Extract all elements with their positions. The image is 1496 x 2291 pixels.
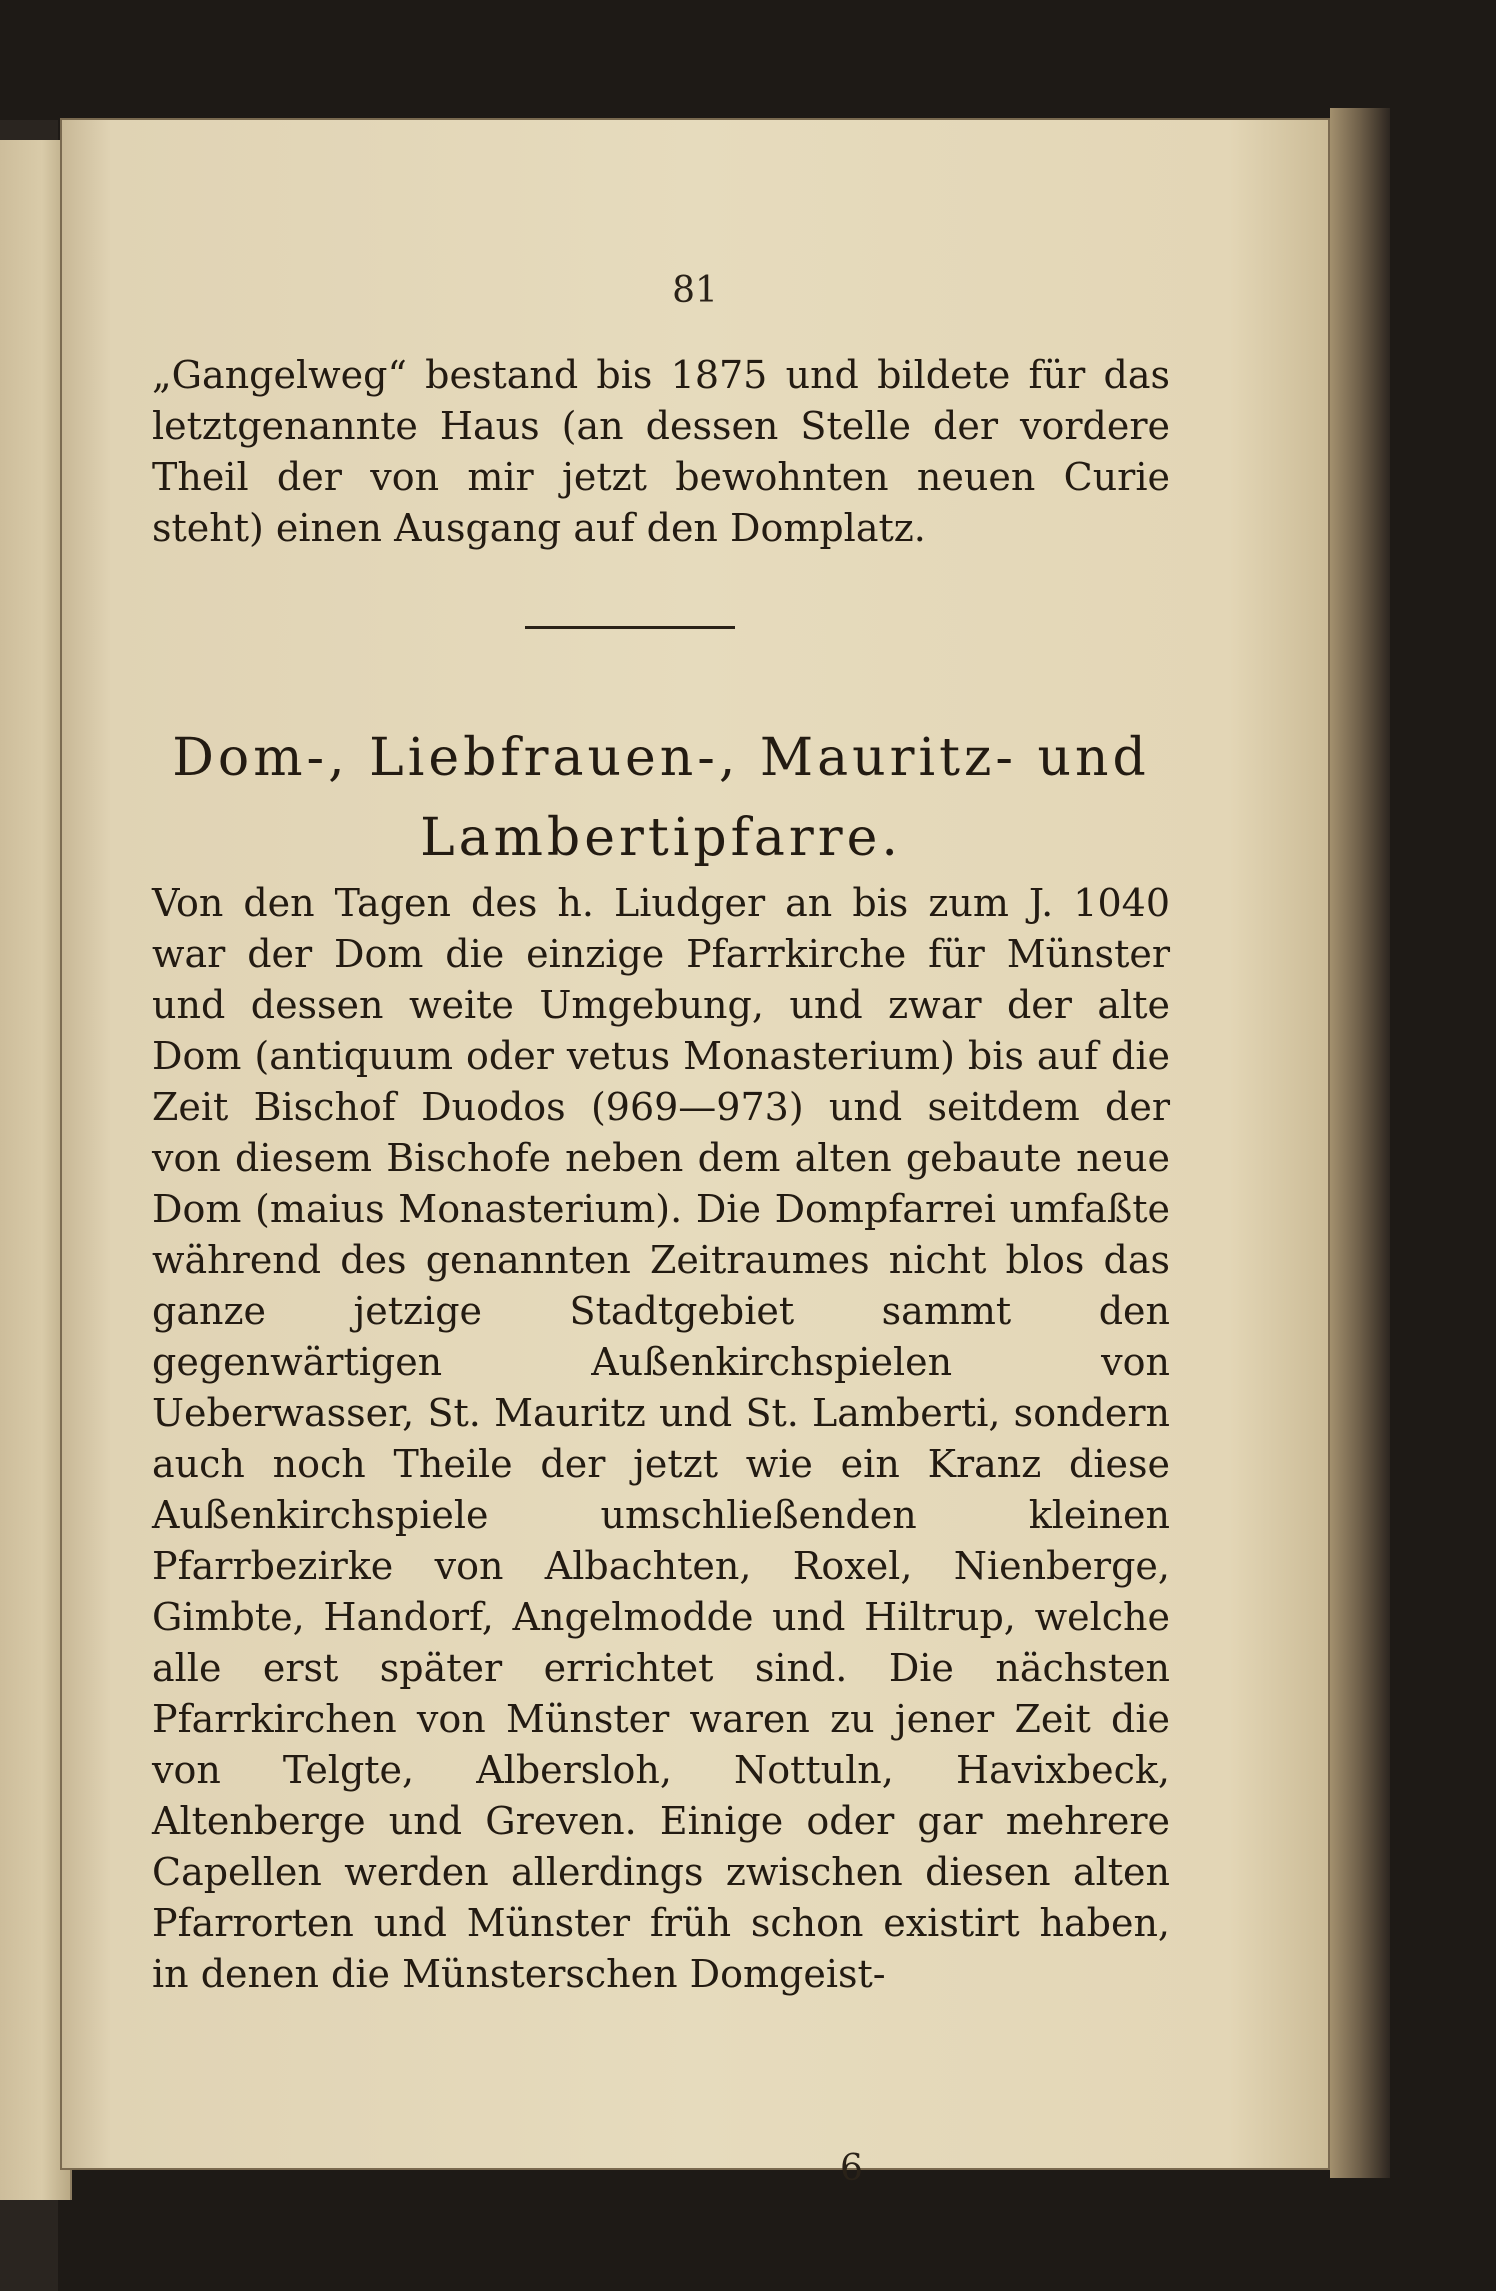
section-divider bbox=[525, 626, 735, 629]
book-page bbox=[60, 118, 1330, 2189]
heading-line-1: Dom-, Liebfrauen-, Mauritz- und bbox=[172, 728, 1150, 788]
section-heading bbox=[152, 718, 1170, 878]
signature-mark: 6 bbox=[840, 2148, 863, 2189]
page-number: 81 bbox=[672, 270, 718, 311]
heading-line-2: Lambertipfarre. bbox=[420, 808, 902, 868]
intro-text-block bbox=[152, 350, 1170, 554]
body-paragraph: Von den Tagen des h. Liudger an bis zum J. 1040 war der Dom die einzige Pfarrkirche für Münster und dessen weite Umgebung, und zwar der alte Dom (antiquum oder vetus Monasterium) bis auf die Zeit Bischof Duodos (969—973) und seitdem der von diesem Bischofe neben dem alten gebaute neue Dom (maius Monasterium). Die Dompfarrei umfaßte während des genannten Zeitraumes nicht blos das ganze jetzige Stadtgebiet sammt den gegenwärtigen Außenkirchspielen von Ueberwasser, St. Mauritz und St. Lamberti, sondern auch noch Theile der jetzt wie ein Kranz diese Außenkirchspiele umschließenden kleinen Pfarrbezirke von Albachten, Roxel, Nienberge, Gimbte, Handorf, Angelmodde und Hiltrup, welche alle erst später errichtet sind. Die nächsten Pfarrkirchen von Münster waren zu jener Zeit die von Telgte, Albersloh, Nottuln, Havixbeck, Altenberge und Greven. Einige oder gar mehrere Capellen werden allerdings zwischen diesen alten Pfarrorten und Münster früh schon existirt haben, in denen die Münsterschen Domgeist- bbox=[152, 881, 1170, 1996]
page-stack-edge bbox=[1330, 108, 1390, 2178]
intro-paragraph: „Gangelweg“ bestand bis 1875 und bildete für das letztgenannte Haus (an dessen Stelle der vordere Theil der von mir jetzt bewohnten neuen Curie steht) einen Ausgang auf den Domplatz. bbox=[152, 353, 1170, 550]
body-text-block bbox=[152, 878, 1170, 2000]
